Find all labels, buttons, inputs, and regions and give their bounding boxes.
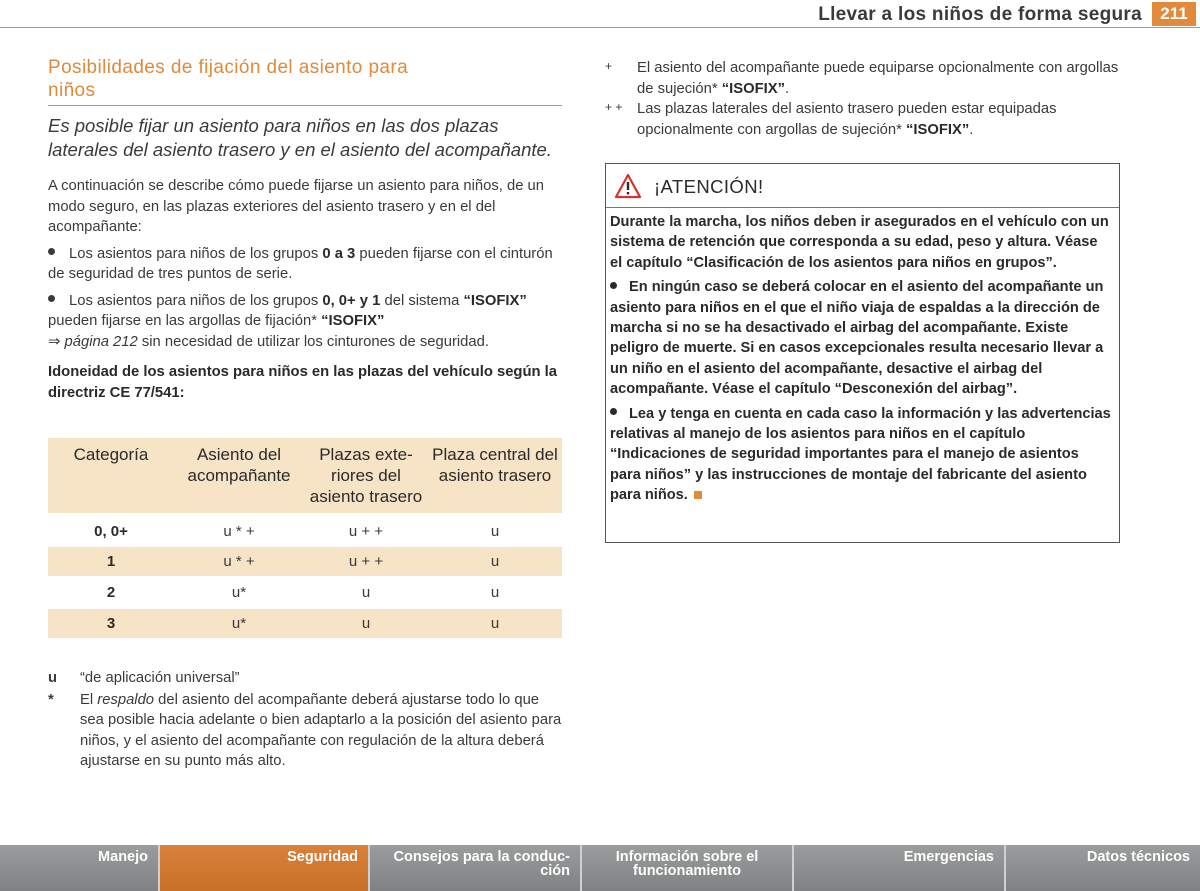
warning-paragraph-2: [610, 277, 1111, 399]
footnote-text-italic: respaldo: [97, 691, 155, 708]
table-row: [48, 577, 562, 608]
warning-paragraph-3-text: Lea y tenga en cuenta en cada caso la información y las advertencias relativas al manejo de los asientos para niños en el capítulo “Indicaciones de seguridad importantes para el manejo de asientos para niños” y las instrucciones de montaje del fabricante del asiento para niños.: [610, 405, 1111, 504]
footnote-plus: [605, 58, 1120, 99]
table-cell: 3: [48, 608, 174, 639]
tab-datos-tecnicos[interactable]: [1006, 845, 1200, 891]
chapter-title: Llevar a los niños de forma segura: [818, 4, 1142, 25]
column-header: Plaza central del asiento trasero: [428, 438, 562, 515]
section-title-line2: niños: [48, 80, 96, 101]
tab-label: Seguridad: [287, 849, 358, 865]
table-cell: 2: [48, 577, 174, 608]
footnote-text-pre: Las plazas laterales del asiento trasero pueden estar equipadas opcionalmente con argollas de sujeción*: [637, 101, 1057, 138]
table-cell: u + +: [304, 546, 428, 577]
bullet1-pre: Los asientos para niños de los grupos: [69, 245, 323, 262]
table-row: [48, 515, 562, 546]
warning-body: [606, 208, 1119, 506]
footer-nav: [0, 845, 1200, 891]
table-cell: u: [304, 608, 428, 639]
tab-label: Emergencias: [903, 849, 994, 865]
bullet2-bold1: 0, 0+ y 1: [322, 292, 381, 309]
table-cell: u + +: [304, 515, 428, 546]
table-cell: u * +: [174, 546, 304, 577]
bullet-icon: [610, 408, 617, 415]
tab-consejos[interactable]: [370, 845, 582, 891]
page-header: [0, 0, 1200, 28]
right-column: [605, 58, 1120, 140]
section-title: [48, 56, 562, 106]
left-column: [48, 56, 562, 403]
footnote-text-bold: “ISOFIX”: [905, 121, 970, 138]
footnote-u: [48, 668, 562, 689]
footnote-marker: + +: [605, 100, 623, 114]
footnote-text-bold: “ISOFIX”: [721, 80, 786, 97]
warning-paragraph-3: [610, 404, 1111, 506]
bullet2-post: sin necesidad de utilizar los cinturones de seguridad.: [137, 333, 489, 350]
tab-label: Información sobre el: [615, 849, 759, 865]
page-reference-link[interactable]: ⇒ página 212: [48, 333, 138, 350]
warning-header: [606, 164, 1119, 208]
bullet-icon: [48, 248, 55, 255]
bullet-item-1: [48, 244, 562, 285]
warning-paragraph-2-text: En ningún caso se deberá colocar en el asiento del acompañante un asiento para niños en el que el niño viaja de espaldas a la dirección de marcha si no se ha desactivado el airbag del acompañante. Existe peligro de muerte. Si en casos excepcionales resulta necesario llevar a un niño en el asiento del acompañante, desactive el airbag del acompañante. Véase el capítulo “Desconexión del airbag”.: [610, 279, 1104, 398]
tab-seguridad[interactable]: [160, 845, 370, 891]
bullet2-pre: Los asientos para niños de los grupos: [69, 292, 323, 309]
bullet2-bold2: “ISOFIX”: [463, 292, 527, 309]
footnote-text: “de aplicación universal”: [80, 670, 240, 686]
tab-label: Manejo: [98, 849, 148, 865]
bullet-icon: [48, 295, 55, 302]
table-cell: u*: [174, 608, 304, 639]
tab-label-line2: funcionamiento: [633, 863, 741, 879]
warning-title: ¡ATENCIÓN!: [654, 176, 764, 197]
table-cell: 0, 0+: [48, 515, 174, 546]
footnote-text-end: .: [785, 80, 790, 97]
table-cell: u * +: [174, 515, 304, 546]
table-cell: u: [428, 577, 562, 608]
bullet1-bold: 0 a 3: [322, 245, 356, 262]
tab-informacion[interactable]: [582, 845, 794, 891]
bullet-item-2: [48, 291, 562, 353]
bullet2-bold3: “ISOFIX”: [321, 313, 385, 329]
table-row: [48, 546, 562, 577]
warning-paragraph-1: Durante la marcha, los niños deben ir asegurados en el vehículo con un sistema de retención que corresponda a su edad, peso y altura. Véase el capítulo “Clasificación de los asientos para niños en grupos”.: [610, 214, 1109, 271]
table-heading: Idoneidad de los asientos para niños en las plazas del vehículo según la directriz CE 77/541:: [48, 364, 557, 401]
table-cell: u: [428, 546, 562, 577]
tab-label-line2: ción: [540, 863, 570, 879]
tab-emergencias[interactable]: [794, 845, 1006, 891]
tab-label: Consejos para la conduc-: [393, 849, 570, 865]
footnote-text-pre: El: [80, 691, 98, 708]
table-footnotes: [48, 668, 562, 773]
bullet2-mid1: del sistema: [380, 292, 464, 309]
bullet2-mid2: pueden fijarse en las argollas de fijación*: [48, 313, 322, 329]
warning-box: [605, 163, 1120, 543]
table-cell: u*: [174, 577, 304, 608]
tab-manejo[interactable]: [0, 845, 160, 891]
footnote-text-pre: El asiento del acompañante puede equiparse opcionalmente con argollas de sujeción*: [637, 60, 1119, 97]
section-title-line1: Posibilidades de fijación del asiento para: [48, 57, 409, 78]
table-cell: u: [428, 608, 562, 639]
tab-label: Datos técnicos: [1086, 849, 1190, 865]
table-header-row: [48, 438, 562, 515]
column-header: Plazas exteriores del asiento trasero: [304, 438, 428, 515]
bullet1-post: pueden fijarse con el cinturón de seguridad de tres puntos de serie.: [48, 245, 553, 282]
table-cell: 1: [48, 546, 174, 577]
intro-paragraph: A continuación se describe cómo puede fijarse un asiento para niños, de un modo seguro, en las plazas exteriores del asiento trasero y en el del acompañante:: [48, 178, 545, 235]
column-header: Asiento del acompañante: [174, 438, 304, 515]
footnote-plusplus: [605, 99, 1120, 140]
lead-text: Es posible fijar un asiento para niños en las dos plazas laterales del asiento trasero y en el asiento del acompañante.: [48, 115, 552, 160]
column-header: Categoría: [48, 438, 174, 515]
end-marker-icon: [694, 491, 702, 499]
footnote-star: [48, 690, 562, 772]
table-row: [48, 608, 562, 639]
footnote-marker: u: [48, 670, 58, 686]
footnote-marker: +: [605, 59, 613, 73]
table-cell: u: [304, 577, 428, 608]
table-cell: u: [428, 515, 562, 546]
compatibility-table: [48, 438, 562, 640]
footnote-text-end: .: [969, 121, 974, 138]
warning-triangle-icon: [614, 173, 642, 199]
bullet-icon: [610, 282, 617, 289]
footnote-text-post: del asiento del acompañante deberá ajustarse todo lo que sea posible hacia adelante o bien adaptarlo a la posición del asiento para niños, y el asiento del acompañante con regulación de la altura deberá ajustarse en su punto más alto.: [80, 691, 562, 769]
page-number: 211: [1152, 2, 1196, 26]
footnote-marker: *: [48, 691, 54, 708]
